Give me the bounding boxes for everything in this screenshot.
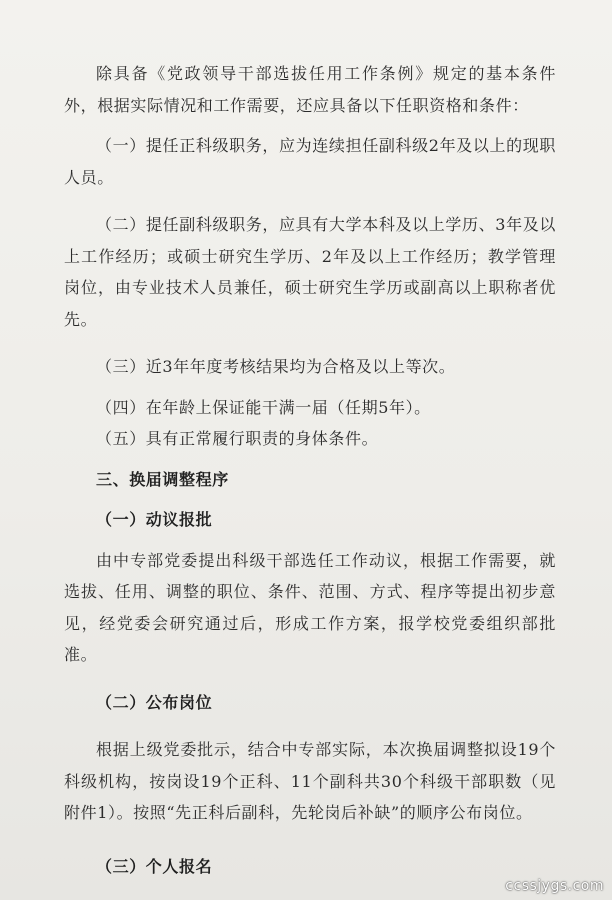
subsection-text-1: 由中专部党委提出科级干部选任工作动议，根据工作需要，就选拔、任用、调整的职位、条件、范围、方式、程序等提出初步意见，经党委会研究通过后，形成工作方案，报学校党委组织部批准。 <box>64 550 556 664</box>
condition-item-4: （四）在年龄上保证能干满一届（任期5年）。 <box>96 397 431 417</box>
subsection-text-2: 根据上级党委批示，结合中专部实际，本次换届调整拟设19个科级机构，按岗设19个正科、11个副科共30个科级干部职数（见附件1）。按照“先正科后副科，先轮岗后补缺”的顺序公布岗位。 <box>64 740 556 822</box>
document-body <box>64 58 556 882</box>
section-heading: 三、换届调整程序 <box>96 469 229 489</box>
intro-paragraph: 除具备《党政领导干部选拔任用工作条例》规定的基本条件外，根据实际情况和工作需要，还应具备以下任职资格和条件： <box>64 64 556 115</box>
condition-item-3: （三）近3年年度考核结果均为合格及以上等次。 <box>96 357 456 376</box>
condition-item-1: （一）提任正科级职务，应为连续担任副科级2年及以上的现职人员。 <box>64 136 556 187</box>
subsection-heading-2: （二）公布岗位 <box>96 692 213 712</box>
site-watermark: ccssjygs.com <box>505 878 604 894</box>
condition-item-5: （五）具有正常履行职责的身体条件。 <box>96 429 379 448</box>
subsection-heading-3: （三）个人报名 <box>96 856 213 876</box>
subsection-heading-1: （一）动议报批 <box>96 510 213 529</box>
condition-item-2: （二）提任副科级职务，应具有大学本科及以上学历、3年及以上工作经历；或硕士研究生学历、2年及以上工作经历；教学管理岗位，由专业技术人员兼任，硕士研究生学历或副高以上职称者优先。 <box>64 215 556 329</box>
